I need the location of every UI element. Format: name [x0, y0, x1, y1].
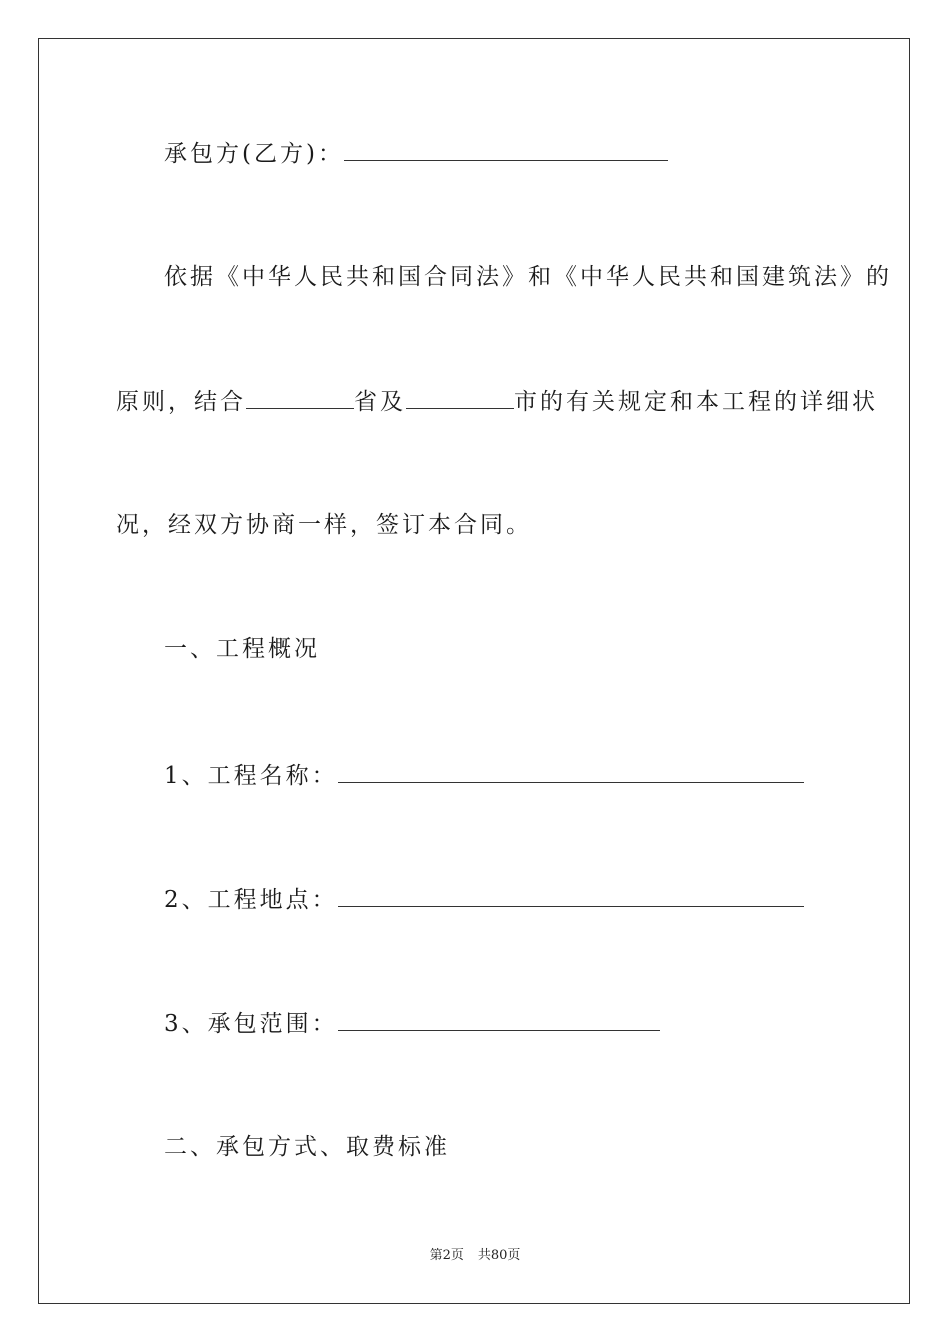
city-blank[interactable] — [406, 386, 514, 409]
project-name-blank[interactable] — [338, 760, 804, 783]
basis-line-2 — [116, 386, 878, 417]
page-number: 第2页 — [429, 1248, 464, 1263]
page-border — [38, 38, 910, 1304]
section-2-heading: 二、承包方式、取费标准 — [164, 1134, 450, 1160]
project-location-blank[interactable] — [338, 884, 804, 907]
contract-scope-blank[interactable] — [338, 1008, 660, 1031]
section-1-heading: 一、工程概况 — [164, 636, 320, 662]
basis-line-2-start: 原则，结合 — [116, 389, 246, 415]
basis-line-2-province: 省及 — [354, 389, 406, 415]
project-name-label: 1、工程名称： — [164, 763, 338, 789]
basis-line-3: 况，经双方协商一样，签订本合同。 — [116, 512, 532, 538]
item-1-line — [164, 760, 804, 791]
basis-line-1: 依据《中华人民共和国合同法》和《中华人民共和国建筑法》的 — [164, 264, 892, 290]
contract-scope-label: 3、承包范围： — [164, 1011, 338, 1037]
item-2-line — [164, 884, 804, 915]
contractor-line — [164, 138, 668, 169]
province-blank[interactable] — [246, 386, 354, 409]
page-footer — [0, 1244, 950, 1263]
item-3-line — [164, 1008, 660, 1039]
project-location-label: 2、工程地点： — [164, 887, 338, 913]
contractor-blank[interactable] — [344, 138, 668, 161]
page-total: 共80页 — [477, 1248, 521, 1263]
contractor-label: 承包方(乙方)： — [164, 141, 344, 167]
basis-line-2-end: 市的有关规定和本工程的详细状 — [514, 389, 878, 415]
